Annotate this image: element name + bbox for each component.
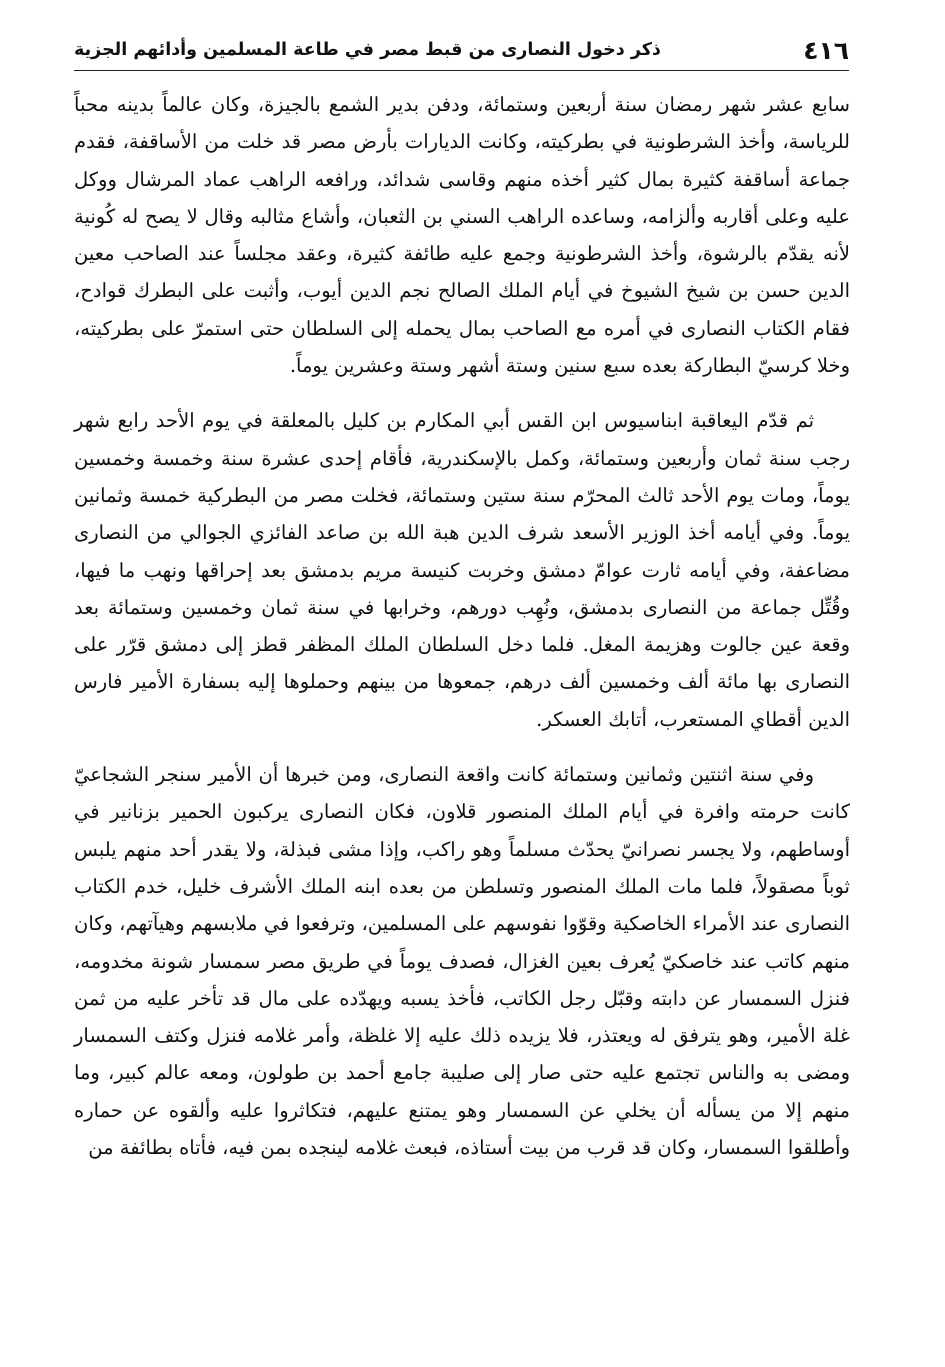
paragraph-continuation: سابع عشر شهر رمضان سنة أربعين وستمائة، ودفن بدير الشمع بالجيزة، وكان عالماً بدينه محباً للرياسة، وأخذ الشرطونية في بطركيته، وكانت الديارات بأرض مصر قد خلت من الأساقفة، فقدم جماعة أساقفة كثيرة بمال كثير أخذه منهم وقاسى شدائد، ورافعه الراهب عماد المرشال ووكل عليه وعلى أقاربه وألزامه، وساعده الراهب السني بن الثعبان، وأشاع مثالبه وقال لا يصح له كُونية لأنه يقدّم بالرشوة، وأخذ الشرطونية وجمع عليه طائفة كثيرة، وعقد مجلساً عند الصاحب معين الدين حسن بن شيخ الشيوخ في أيام الملك الصالح نجم الدين أيوب، وأثبت على البطرك قوادح، فقام الكتاب النصارى في أمره مع الصاحب بمال يحمله إلى السلطان حتى استمرّ على بطركيته، وخلا كرسيّ البطاركة بعده سبع سنين وستة أشهر وستة وعشرين يوماً. [74,93,850,378]
paragraph-year-682: وفي سنة اثنتين وثمانين وستمائة كانت واقعة النصارى، ومن خبرها أن الأمير سنجر الشجاعيّ كانت حرمته وافرة في أيام الملك المنصور قلاون، فكان النصارى يركبون الحمير بزنانير في أوساطهم، ولا يجسر نصرانيّ يحدّث مسلماً وهو راكب، وإذا مشى فبذلة، ولا يقدر أحد منهم يلبس ثوباً مصقولاً، فلما مات الملك المنصور وتسلطن من بعده ابنه الملك الأشرف خليل، خدم الكتاب النصارى عند الأمراء الخاصكية وقوّوا نفوسهم على المسلمين، وترفعوا في ملابسهم وهيآتهم، وكان منهم كاتب عند خاصكيّ يُعرف بعين الغزال، فصدف يوماً في طريق مصر سمسار شونة مخدومه، فنزل السمسار عن دابته وقبّل رجل الكاتب، فأخذ يسبه ويهدّده على مال قد تأخر عليه من ثمن غلة الأمير، وهو يترفق له ويعتذر، فلا يزيده ذلك عليه إلا غلظة، وأمر غلامه فنزل وكتف السمسار ومضى به والناس تجتمع عليه حتى صار إلى صليبة جامع أحمد بن طولون، ومعه عالم كبير، وما منهم إلا من يسأله أن يخلي عن السمسار وهو يمتنع عليهم، فتكاثروا عليه وألقوه عن حماره وأطلقوا السمسار، وكان قد قرب من بيت أستاذه، فبعث غلامه لينجده بمن فيه، فأتاه بطائفة من [74,763,850,1160]
paragraph-athanasius: ثم قدّم اليعاقبة ابناسيوس ابن القس أبي المكارم بن كليل بالمعلقة في يوم الأحد رابع شهر رجب سنة ثمان وأربعين وستمائة، وكمل بالإسكندرية، فأقام إحدى عشرة سنة وخمسة وخمسين يوماً، ومات يوم الأحد ثالث المحرّم سنة ستين وستمائة، فخلت مصر من البطركية خمسة وثمانين يوماً. وفي أيامه أخذ الوزير الأسعد شرف الدين هبة الله بن صاعد الفائزي الجوالي من النصارى مضاعفة، وفي أيامه ثارت عوامّ دمشق وخربت كنيسة مريم بدمشق بعد إحراقها ونهب ما فيها، وقُتِّل جماعة من النصارى بدمشق، ونُهِب دورهم، وخرابها في سنة ثمان وخمسين وستمائة بعد وقعة عين جالوت وهزيمة المغل. فلما دخل السلطان الملك المظفر قطز إلى دمشق قرّر على النصارى بها مائة ألف وخمسين ألف درهم، جمعوها من بينهم وحملوها إليه بسفارة الأمير فارس الدين أقطاي المستعرب، أتابك العسكر. [74,409,850,731]
page-header [74,30,849,71]
running-title: ذكر دخول النصارى من قبط مصر في طاعة المسلمين وأدائهم الجزية [74,40,661,60]
page-number: ٤١٦ [803,35,849,65]
body-text [74,86,850,1166]
